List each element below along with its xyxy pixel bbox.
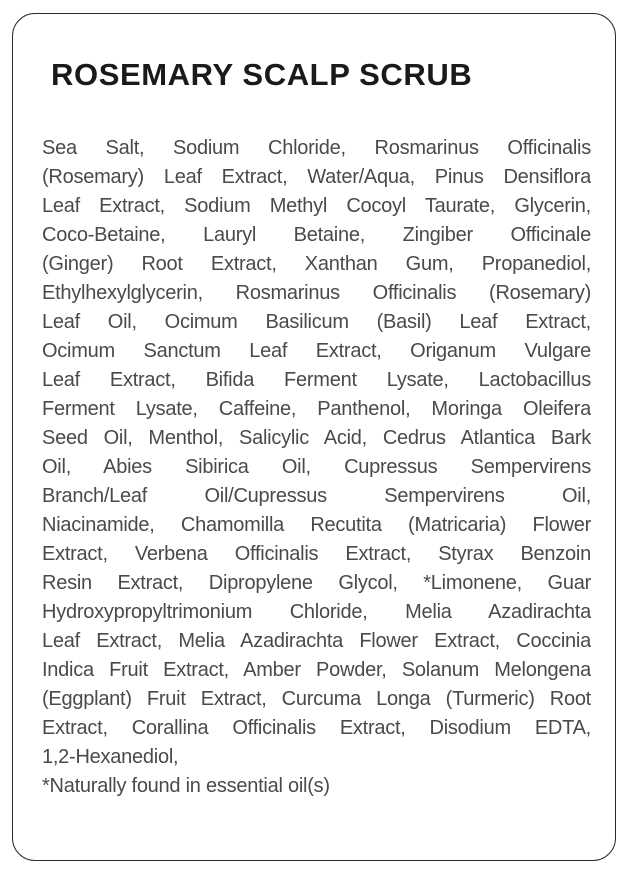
ingredients-text (42, 134, 591, 801)
footnote: *Naturally found in essential oil(s) (42, 775, 330, 797)
ingredient-line: Extract, Corallina Officinalis Extract, Disodium EDTA, (42, 717, 591, 739)
ingredient-line: Branch/Leaf Oil/Cupressus Sempervirens Oil, (42, 485, 591, 507)
ingredient-line: Hydroxypropyltrimonium Chloride, Melia Azadirachta (42, 601, 591, 623)
ingredient-line: (Ginger) Root Extract, Xanthan Gum, Propanediol, (42, 253, 591, 275)
ingredient-line: Extract, Verbena Officinalis Extract, Styrax Benzoin (42, 543, 591, 565)
ingredient-label-card (12, 13, 616, 861)
ingredient-line: Niacinamide, Chamomilla Recutita (Matricaria) Flower (42, 514, 591, 536)
ingredient-line: Resin Extract, Dipropylene Glycol, *Limonene, Guar (42, 572, 591, 594)
ingredient-line: Coco-Betaine, Lauryl Betaine, Zingiber Officinale (42, 224, 591, 246)
ingredient-line: Sea Salt, Sodium Chloride, Rosmarinus Officinalis (42, 137, 591, 159)
ingredient-line: (Eggplant) Fruit Extract, Curcuma Longa (Turmeric) Root (42, 688, 591, 710)
ingredient-line: Ethylhexylglycerin, Rosmarinus Officinalis (Rosemary) (42, 282, 591, 304)
ingredient-line: Ferment Lysate, Caffeine, Panthenol, Moringa Oleifera (42, 398, 591, 420)
ingredients-last-line: 1,2-Hexanediol, (42, 746, 179, 768)
ingredient-line: Seed Oil, Menthol, Salicylic Acid, Cedrus Atlantica Bark (42, 427, 591, 449)
ingredient-line: (Rosemary) Leaf Extract, Water/Aqua, Pinus Densiflora (42, 166, 591, 188)
ingredient-line: Leaf Extract, Melia Azadirachta Flower Extract, Coccinia (42, 630, 591, 652)
ingredient-line: Indica Fruit Extract, Amber Powder, Solanum Melongena (42, 659, 591, 681)
ingredients-justified-lines (42, 134, 591, 743)
ingredient-line: Leaf Oil, Ocimum Basilicum (Basil) Leaf Extract, (42, 311, 591, 333)
ingredient-line: Oil, Abies Sibirica Oil, Cupressus Sempervirens (42, 456, 591, 478)
ingredient-line: Leaf Extract, Bifida Ferment Lysate, Lactobacillus (42, 369, 591, 391)
ingredient-line: Ocimum Sanctum Leaf Extract, Origanum Vulgare (42, 340, 591, 362)
ingredient-line: Leaf Extract, Sodium Methyl Cocoyl Taurate, Glycerin, (42, 195, 591, 217)
product-title: ROSEMARY SCALP SCRUB (51, 57, 473, 92)
